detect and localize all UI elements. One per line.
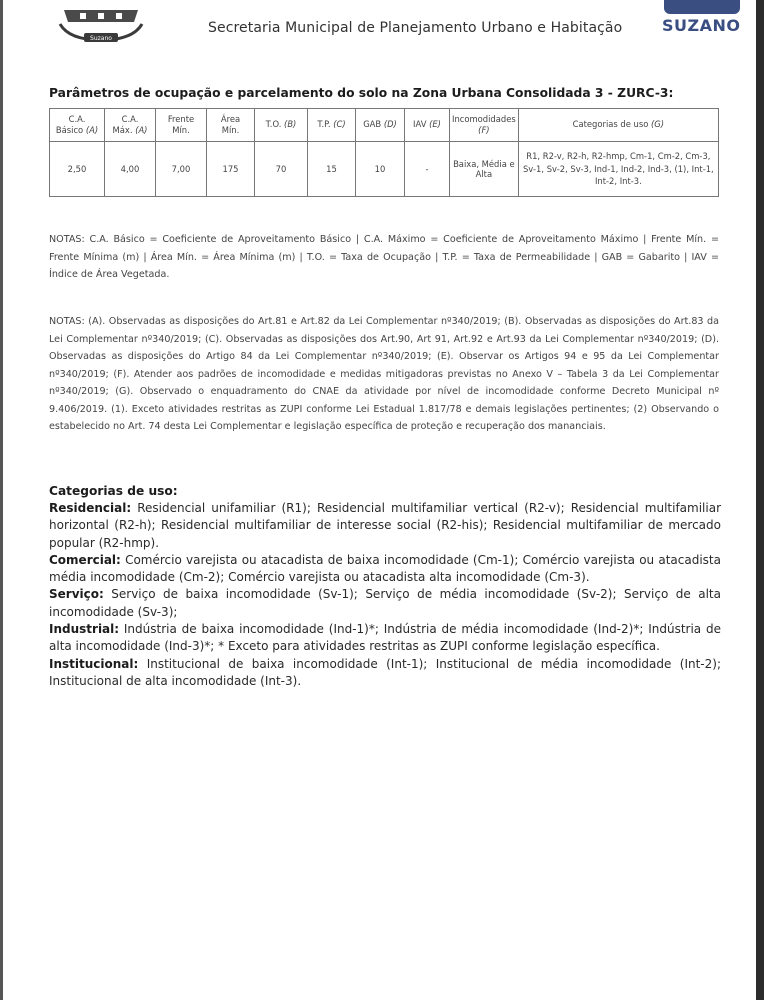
table-header-row — [50, 109, 719, 142]
value-cell-ca-max: 4,00 — [105, 142, 156, 197]
suzano-logo-mark — [664, 0, 740, 14]
header-cell-ca-basico: C.A. Básico (A) — [50, 109, 105, 142]
header-cell-categorias: Categorias de uso (G) — [518, 109, 718, 142]
value-cell-area-min: 175 — [207, 142, 255, 197]
scan-edge-left — [0, 0, 3, 1000]
value-cell-incomodidades: Baixa, Média e Alta — [450, 142, 519, 197]
header-cell-ca-max: C.A. Máx. (A) — [105, 109, 156, 142]
notes-references: NOTAS: (A). Observadas as disposições do Art.81 e Art.82 da Lei Complementar nº340/2019; (B). Observadas as disposições do Art.83 da Lei Complementar nº340/2019; (C). Observadas as disposições dos Art.90, Art 91, Art.92 e Art.93 da Lei Complementar nº340/2019; (D). Observadas as disposições do Artigo 84 da Lei Complementar nº340/2019; (E). Observar os Artigos 94 e 95 da Lei Complementar nº340/2019; (F). Atender aos padrões de incomodidade e medidas mitigadoras previstas no Anexo V – Tabela 3 da Lei Complementar nº340/2019; (G). Observado o enquadramento do CNAE da atividade por nível de incomodidade conforme Decreto Municipal nº 9.406/2019. (1). Exceto atividades restritas as ZUPI conforme Lei Estadual 1.817/78 e demais legislações pertinentes; (2) Observando o estabelecido no Art. 74 desta Lei Complementar e legislação específica de proteção e recuperação dos mananciais. — [49, 316, 719, 432]
categories-list — [49, 500, 721, 690]
value-cell-gab: 10 — [356, 142, 405, 197]
header-title: Secretaria Municipal de Planejamento Urbano e Habitação — [208, 20, 623, 36]
suzano-logo — [658, 0, 744, 40]
header-cell-to: T.O. (B) — [255, 109, 308, 142]
value-cell-tp: 15 — [308, 142, 356, 197]
header-cell-area-min: Área Mín. — [207, 109, 255, 142]
svg-text:Suzano: Suzano — [90, 35, 112, 42]
category-institucional: Institucional: Institucional de baixa incomodidade (Int-1); Institucional de média incomodidade (Int-2); Institucional de alta incomodidade (Int-3). — [49, 656, 721, 688]
categories-title: Categorias de uso: — [49, 484, 178, 498]
category-industrial: Industrial: Indústria de baixa incomodidade (Ind-1)*; Indústria de média incomodidade (Ind-2)*; Indústria de alta incomodidade (Ind-3)*; * Exceto para atividades restritas as ZUPI conforme legislação específica. — [49, 622, 721, 654]
value-cell-ca-basico: 2,50 — [50, 142, 105, 197]
value-cell-iav: - — [405, 142, 450, 197]
category-comercial: Comercial: Comércio varejista ou atacadista de baixa incomodidade (Cm-1); Comércio varejista ou atacadista média incomodidade (Cm-2); Comércio varejista ou atacadista alta incomodidade (Cm-3). — [49, 552, 721, 585]
header-cell-frente-min: Frente Mín. — [156, 109, 207, 142]
section-title: Parâmetros de ocupação e parcelamento do solo na Zona Urbana Consolidada 3 - ZURC-3: — [49, 86, 674, 100]
parameters-table — [49, 108, 719, 197]
header-cell-tp: T.P. (C) — [308, 109, 356, 142]
header-cell-gab: GAB (D) — [356, 109, 405, 142]
suzano-logo-word: SUZANO — [662, 16, 741, 35]
notes-abbreviations: NOTAS: C.A. Básico = Coeficiente de Aproveitamento Básico | C.A. Máximo = Coeficiente de Aproveitamento Máximo | Frente Mín. = Frente Mínima (m) | Área Mín. = Área Mínima (m) | T.O. = Taxa de Ocupação | T.P. = Taxa de Permeabilidade | GAB = Gabarito | IAV = Índice de Área Vegetada. — [49, 234, 719, 280]
header-cell-iav: IAV (E) — [405, 109, 450, 142]
table-row — [50, 142, 719, 197]
header-cell-incomodidades: Incomodidades (F) — [450, 109, 519, 142]
scan-edge-right — [756, 0, 764, 1000]
municipal-coat-of-arms-logo — [58, 4, 144, 44]
value-cell-frente-min: 7,00 — [156, 142, 207, 197]
page-header — [0, 0, 764, 60]
value-cell-categorias: R1, R2-v, R2-h, R2-hmp, Cm-1, Cm-2, Cm-3, Sv-1, Sv-2, Sv-3, Ind-1, Ind-2, Ind-3, (1), Int-1, Int-2, Int-3. — [518, 142, 718, 197]
value-cell-to: 70 — [255, 142, 308, 197]
category-servico: Serviço: Serviço de baixa incomodidade (Sv-1); Serviço de média incomodidade (Sv-2); Serviço de alta incomodidade (Sv-3); — [49, 587, 721, 619]
category-residencial: Residencial: Residencial unifamiliar (R1); Residencial multifamiliar vertical (R2-v); Residencial multifamiliar horizontal (R2-h); Residencial multifamiliar de interesse social (R2-his); Residencial multifamiliar de mercado popular (R2-hmp). — [49, 501, 721, 550]
